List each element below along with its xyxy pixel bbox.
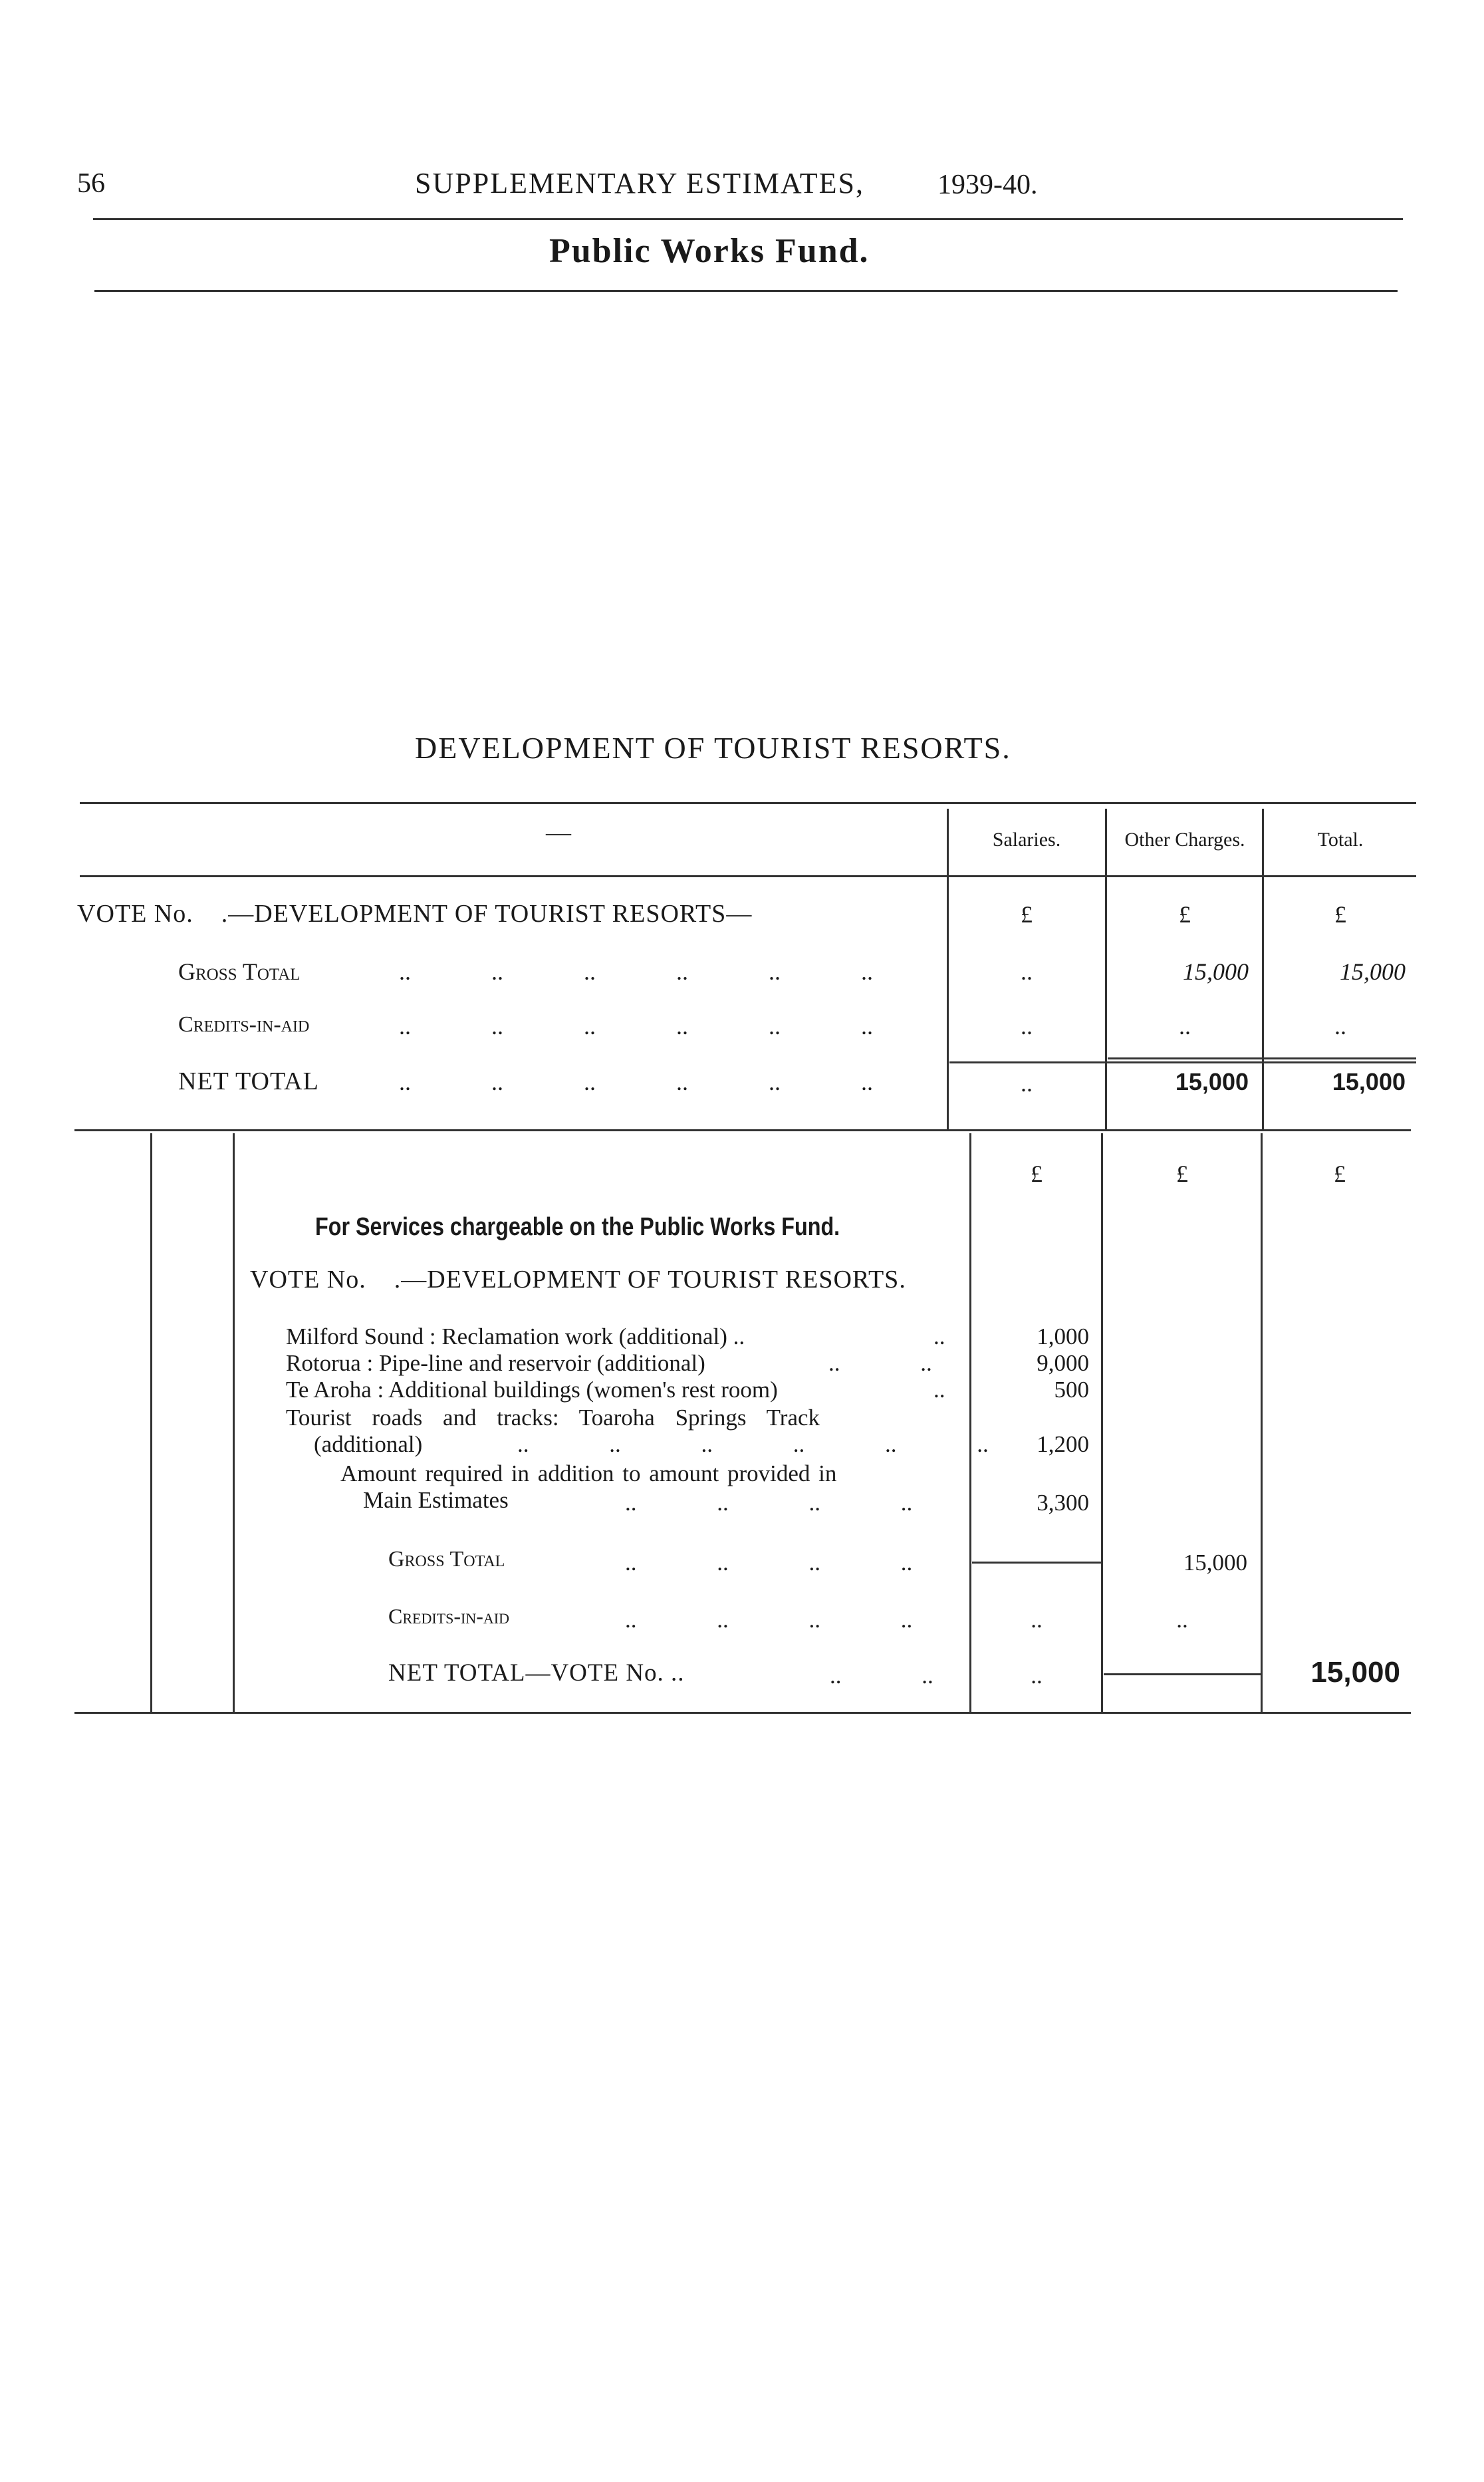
detail-gross-total-value: 15,000	[1183, 1550, 1247, 1576]
leader-dots: .. ..	[828, 1350, 932, 1376]
col-header-other-charges: Other Charges.	[1124, 829, 1245, 851]
running-year: 1939-40.	[937, 170, 1038, 200]
detail-margin-line-1	[150, 1133, 152, 1712]
section-title: DEVELOPMENT OF TOURIST RESORTS.	[415, 731, 1011, 765]
summary-head-rule	[80, 875, 1416, 877]
summary-currency-salaries: £	[1021, 901, 1033, 928]
detail-item-text: Te Aroha : Additional buildings (women's rest room)	[286, 1377, 778, 1403]
detail-credits-salaries: ..	[1031, 1607, 1043, 1633]
detail-subtotal-rule	[972, 1562, 1101, 1564]
summary-net-rule-2	[949, 1061, 1416, 1063]
detail-item-amount: 1,200	[1037, 1431, 1089, 1457]
detail-item-text: Milford Sound : Reclamation work (additional) ..	[286, 1323, 745, 1349]
detail-heading: For Services chargeable on the Public Works Fund.	[315, 1213, 840, 1241]
detail-item-amount: 500	[1054, 1377, 1089, 1403]
summary-row-salaries: ..	[1021, 1070, 1033, 1097]
detail-currency-total: £	[1334, 1161, 1346, 1187]
detail-top-rule	[74, 1129, 1411, 1131]
leader-dots: .. .. .. ..	[625, 1490, 913, 1516]
summary-currency-total: £	[1334, 901, 1346, 928]
leader-dots: .. .. .. .. .. ..	[399, 1013, 873, 1039]
summary-row-total: 15,000	[1340, 958, 1406, 985]
detail-item-amount: 9,000	[1037, 1350, 1089, 1376]
summary-col-sep-1	[947, 809, 949, 1131]
detail-net-salaries: ..	[1031, 1663, 1043, 1689]
summary-row-label: Credits-in-aid	[178, 1012, 310, 1037]
fund-title-rule	[94, 290, 1398, 292]
summary-row-label: Gross Total	[178, 958, 301, 985]
detail-margin-line-2	[233, 1133, 235, 1712]
leader-dots: ..	[933, 1323, 945, 1349]
detail-net-rule	[1104, 1673, 1261, 1675]
leader-dots: .. .. .. ..	[625, 1550, 913, 1576]
detail-credits-label: Credits-in-aid	[388, 1604, 509, 1628]
summary-col-sep-2	[1105, 809, 1107, 1131]
detail-net-label: NET TOTAL—VOTE No. ..	[388, 1659, 685, 1687]
detail-currency-salaries: £	[1031, 1161, 1043, 1187]
detail-item-amount: 1,000	[1037, 1323, 1089, 1349]
running-title: SUPPLEMENTARY ESTIMATES,	[415, 167, 865, 200]
detail-bottom-rule	[74, 1712, 1411, 1714]
leader-dots: .. .. .. .. .. ..	[399, 1069, 873, 1095]
detail-credits-other: ..	[1176, 1607, 1188, 1633]
summary-row-other: 15,000	[1183, 958, 1249, 985]
summary-net-rule	[1108, 1057, 1416, 1059]
summary-row-total: ..	[1334, 1013, 1346, 1039]
header-rule	[93, 218, 1403, 220]
detail-item-amount: 3,300	[1037, 1490, 1089, 1516]
detail-item-text-cont: (additional)	[314, 1431, 423, 1457]
detail-net-total: 15,000	[1310, 1656, 1400, 1689]
summary-col-sep-3	[1262, 809, 1264, 1131]
page-number: 56	[77, 168, 105, 199]
detail-col-sep-2	[1101, 1133, 1103, 1712]
detail-item-text-cont: Main Estimates	[363, 1487, 509, 1513]
detail-item-text: Rotorua : Pipe-line and reservoir (additional)	[286, 1350, 705, 1376]
summary-row-salaries: ..	[1021, 958, 1033, 985]
summary-row-total: 15,000	[1332, 1068, 1406, 1095]
detail-item-text: Tourist roads and tracks: Toaroha Springs Track	[286, 1405, 820, 1431]
leader-dots: .. ..	[830, 1663, 933, 1689]
summary-currency-other: £	[1179, 901, 1191, 928]
summary-dash-header: —	[546, 819, 571, 847]
leader-dots: .. .. .. ..	[625, 1607, 913, 1633]
col-header-salaries: Salaries.	[992, 829, 1061, 851]
summary-top-rule	[80, 802, 1416, 804]
summary-row-other: 15,000	[1175, 1068, 1249, 1095]
summary-row-other: ..	[1179, 1013, 1191, 1039]
detail-currency-other: £	[1176, 1161, 1188, 1187]
detail-item-text: Amount required in addition to amount provided in	[340, 1460, 837, 1486]
leader-dots: .. .. .. .. .. ..	[517, 1431, 989, 1457]
summary-row-salaries: ..	[1021, 1013, 1033, 1039]
summary-row-label: NET TOTAL	[178, 1067, 319, 1095]
fund-title: Public Works Fund.	[549, 232, 870, 270]
detail-col-sep-3	[1261, 1133, 1263, 1712]
summary-vote-line: VOTE No. .—DEVELOPMENT OF TOURIST RESORTS—	[77, 900, 753, 928]
col-header-total: Total.	[1317, 829, 1364, 851]
detail-vote-line: VOTE No. .—DEVELOPMENT OF TOURIST RESORTS.	[250, 1266, 906, 1294]
detail-gross-total-label: Gross Total	[388, 1547, 505, 1572]
leader-dots: ..	[933, 1377, 945, 1403]
leader-dots: .. .. .. .. .. ..	[399, 958, 873, 985]
